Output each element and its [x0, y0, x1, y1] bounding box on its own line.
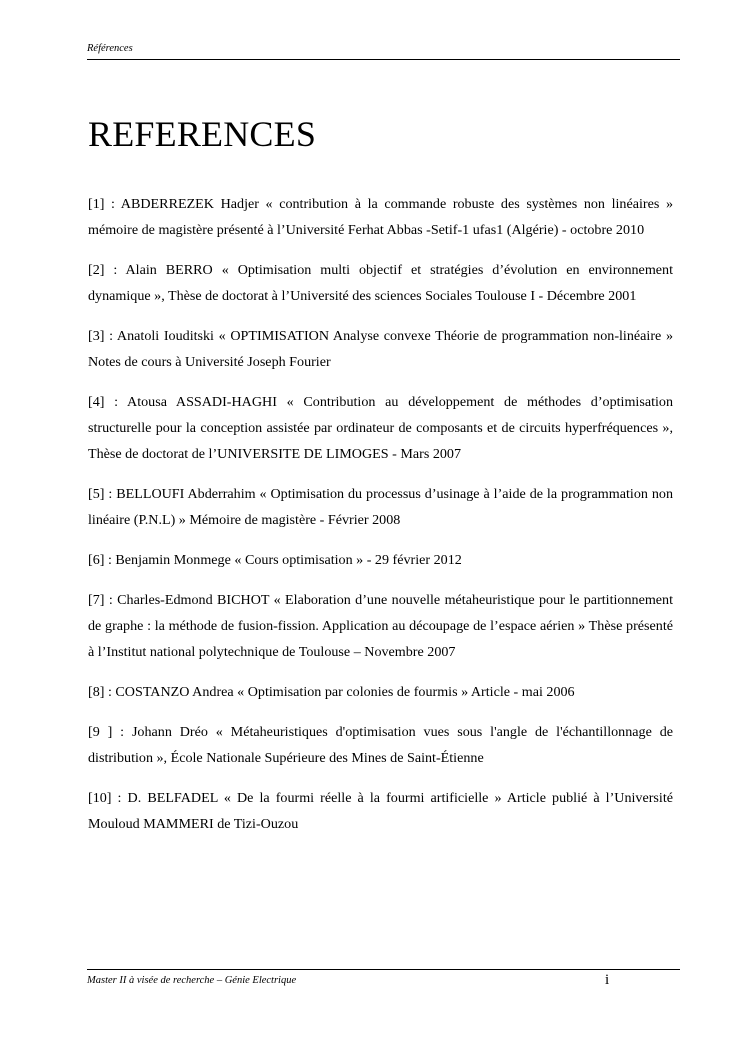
reference-item-6: [6] : Benjamin Monmege « Cours optimisation » - 29 février 2012: [88, 552, 462, 568]
reference-item-5: [5] : BELLOUFI Abderrahim « Optimisation du processus d’usinage à l’aide de la programmation non linéaire (P.N.L) » Mémoire de magistère - Février 2008: [88, 486, 673, 528]
footer-text: Master II à visée de recherche – Génie Electrique: [87, 975, 297, 986]
running-title: Références: [87, 43, 133, 54]
reference-item-2: [2] : Alain BERRO « Optimisation multi objectif et stratégies d’évolution en environnement dynamique », Thèse de doctorat à l’Université des sciences Sociales Toulouse I - Décembre 2001: [88, 262, 673, 304]
reference-list: [88, 191, 673, 851]
reference-item-4: [4] : Atousa ASSADI-HAGHI « Contribution au développement de méthodes d’optimisation structurelle pour la conception assistée par ordinateur de composants et de circuits hyperfréquences », Thèse de doctorat de l’UNIVERSITE DE LIMOGES - Mars 2007: [88, 394, 673, 462]
reference-item-3: [3] : Anatoli Iouditski « OPTIMISATION Analyse convexe Théorie de programmation non-linéaire » Notes de cours à Université Joseph Fourier: [88, 328, 673, 370]
reference-item-8: [8] : COSTANZO Andrea « Optimisation par colonies de fourmis » Article - mai 2006: [88, 684, 575, 700]
page-header: [87, 42, 680, 60]
reference-item-7: [7] : Charles-Edmond BICHOT « Elaboration d’une nouvelle métaheuristique pour le partitionnement de graphe : la méthode de fusion-fission. Application au découpage de l’espace aérien » Thèse présenté à l’Institut national polytechnique de Toulouse – Novembre 2007: [88, 592, 673, 660]
reference-item-1: [1] : ABDERREZEK Hadjer « contribution à la commande robuste des systèmes non linéaires » mémoire de magistère présenté à l’Université Ferhat Abbas -Setif-1 ufas1 (Algérie) - octobre 2010: [88, 196, 673, 238]
reference-item-9: [9 ] : Johann Dréo « Métaheuristiques d'optimisation vues sous l'angle de l'échantillonnage de distribution », École Nationale Supérieure des Mines de Saint-Étienne: [88, 724, 673, 766]
reference-item-10: [10] : D. BELFADEL « De la fourmi réelle à la fourmi artificielle » Article publié à l’Université Mouloud MAMMERI de Tizi-Ouzou: [88, 790, 673, 832]
page-number: i: [605, 972, 610, 988]
page-footer: [87, 969, 680, 992]
page-title: REFERENCES: [88, 114, 317, 154]
